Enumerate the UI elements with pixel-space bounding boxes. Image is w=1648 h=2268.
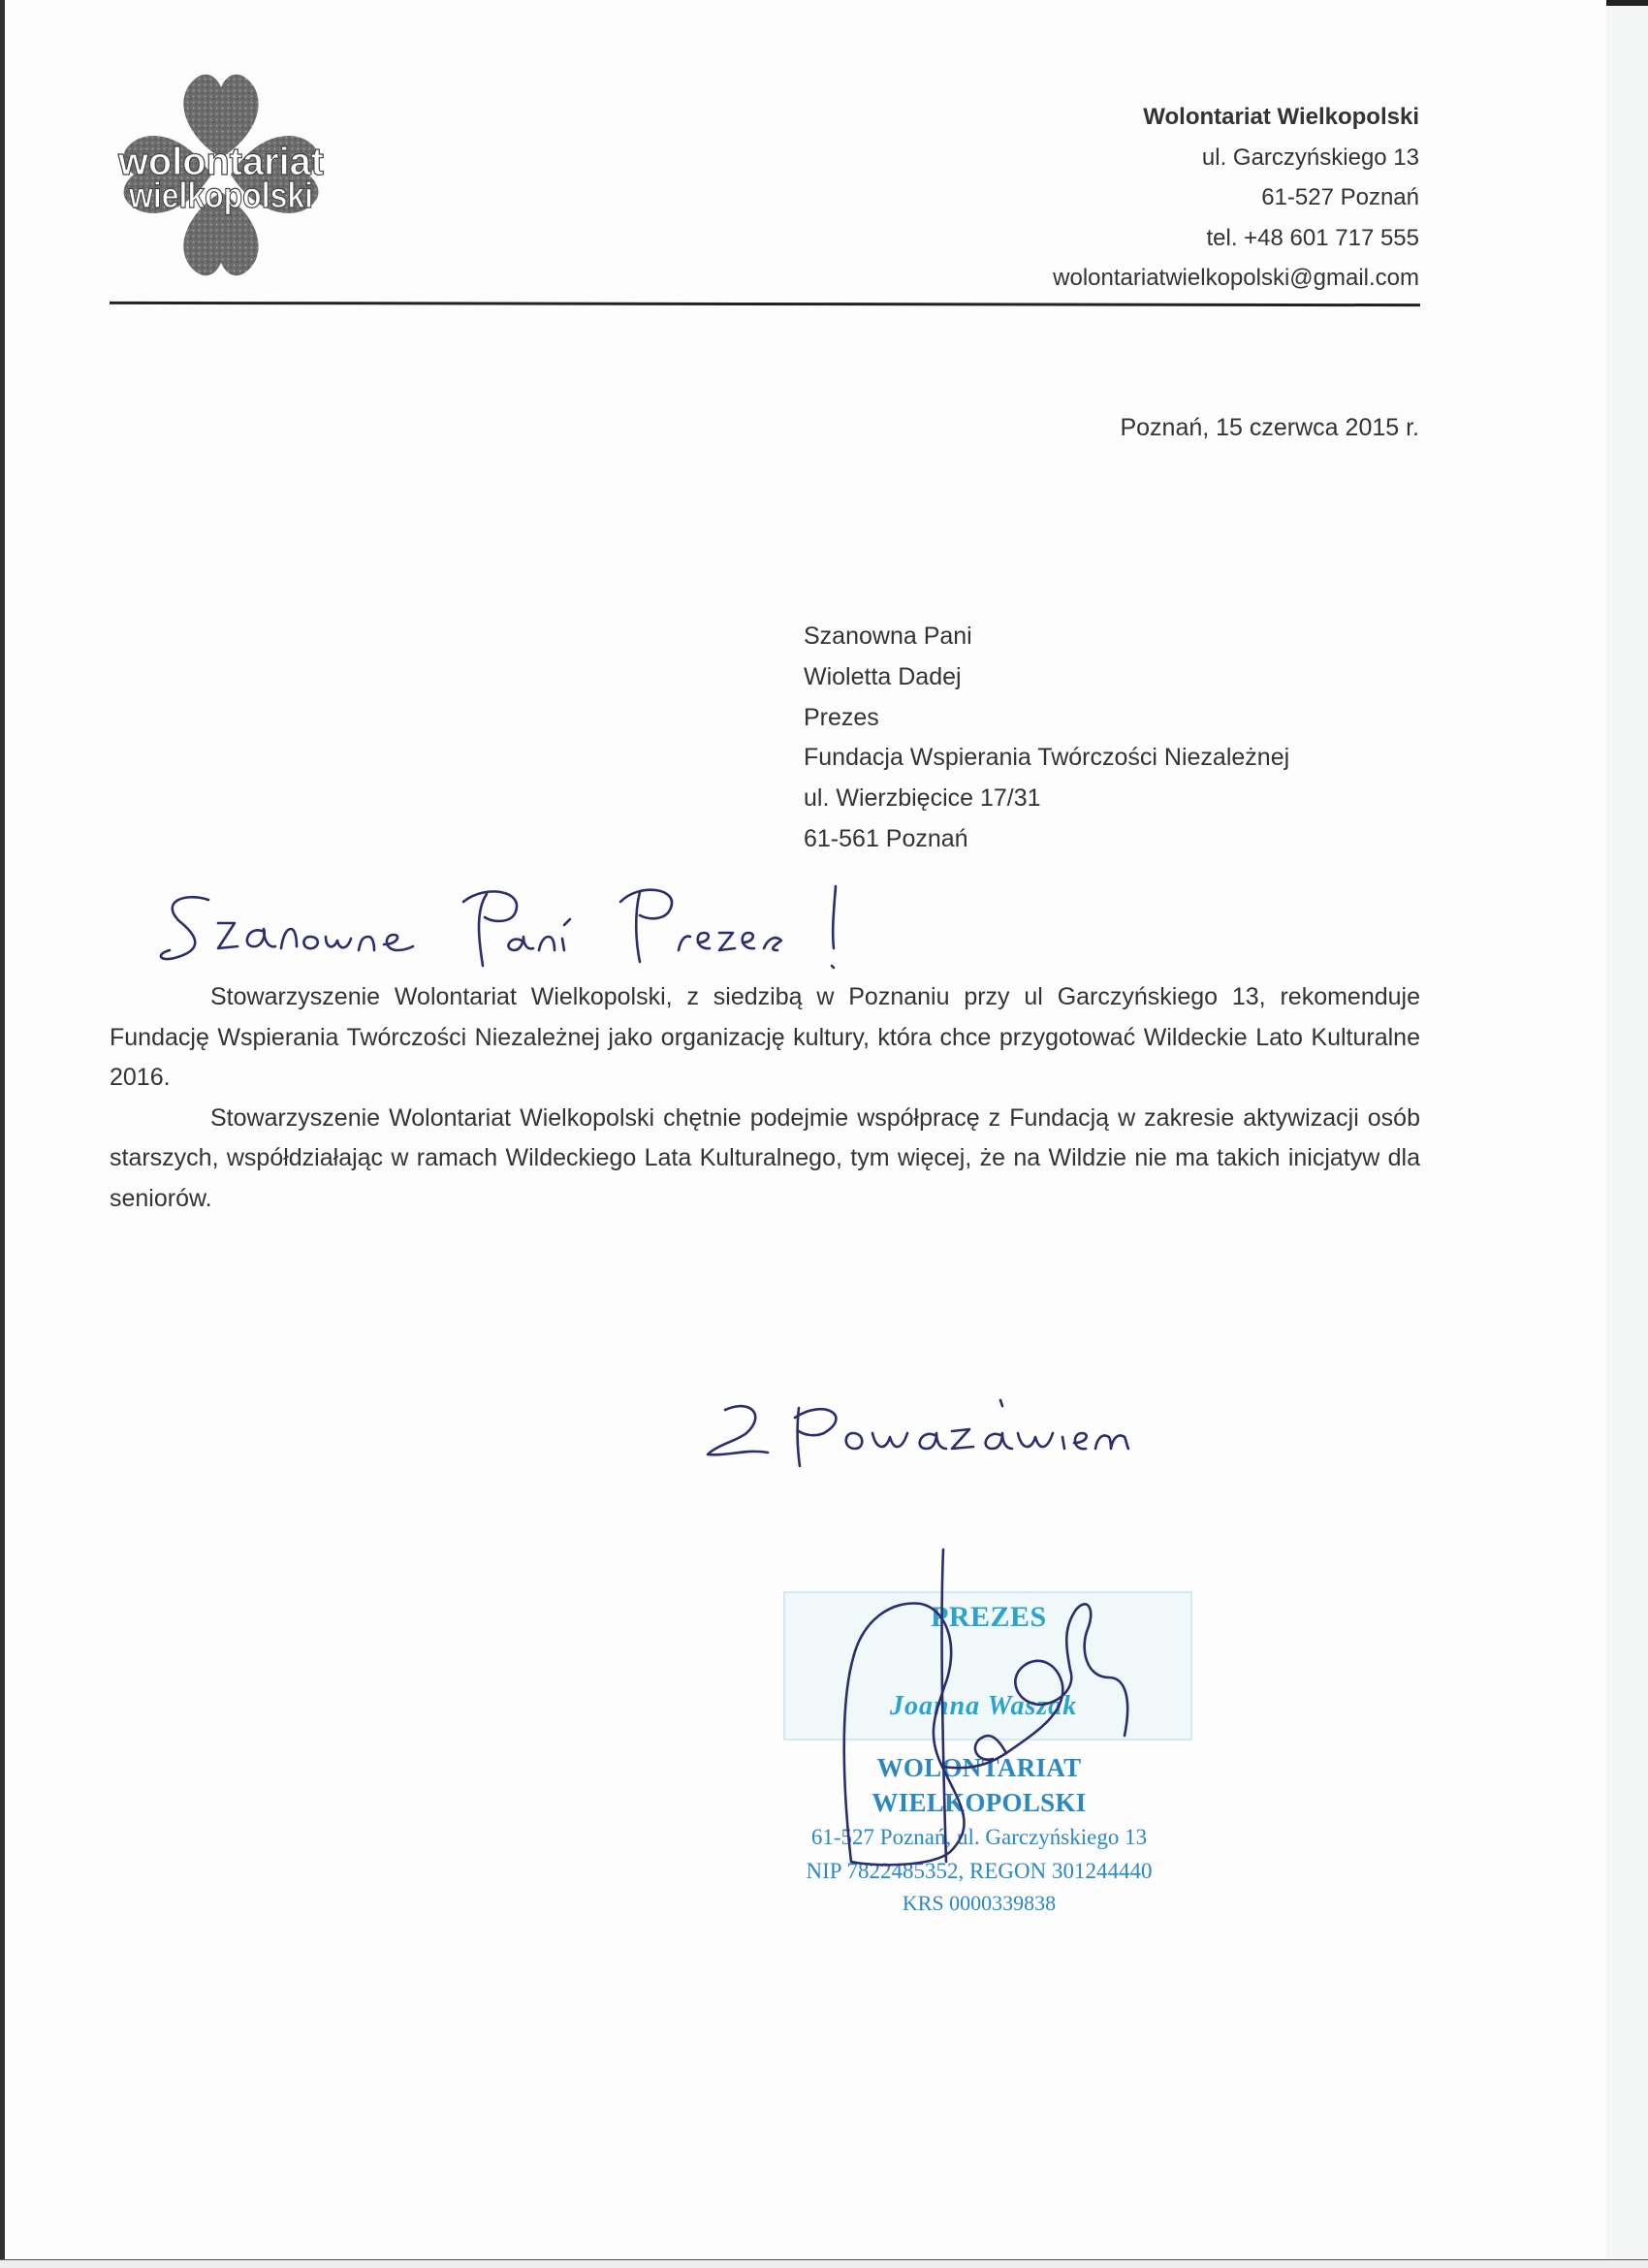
letterhead-email: wolontariatwielkopolski@gmail.com <box>1053 265 1419 291</box>
recipient-title: Prezes <box>804 703 879 731</box>
letterhead-divider <box>110 302 1420 306</box>
stamp-role-title: PREZES <box>931 1601 1047 1633</box>
organization-logo <box>105 66 337 284</box>
recipient-address <box>804 617 1289 860</box>
stamp-organization-address: 61-527 Poznań, ul. Garczyńskiego 13 <box>810 1825 1148 1849</box>
letterhead-street: ul. Garczyńskiego 13 <box>1201 144 1419 171</box>
recipient-city: 61-561 Poznań <box>804 824 968 852</box>
recipient-salutation: Szanowna Pani <box>804 623 972 650</box>
scan-edge-right <box>1606 0 1648 2267</box>
organization-stamp <box>776 1750 1183 1919</box>
handwritten-closing <box>698 1377 1221 1484</box>
letterhead <box>1053 97 1419 299</box>
stamp-organization-name: WOLONTARIAT WIELKOPOLSKI <box>872 1753 1087 1817</box>
body-paragraph: Stowarzyszenie Wolontariat Wielkopolski chętnie podejmie współpracę z Fundacją w zakresie aktywizacji osób starszych, współdziałając w ramach Wildeckiego Lata Kulturalnego, tym więcej, że na Wildzie nie ma takich inicjatyw dla seniorów. <box>110 1103 1420 1212</box>
logo-text-line1: wolontariat <box>117 141 324 183</box>
clover-logo-icon <box>105 66 337 284</box>
letter-date: Poznań, 15 czerwca 2015 r. <box>1120 414 1419 441</box>
letterhead-organization: Wolontariat Wielkopolski <box>1143 104 1419 130</box>
handwritten-closing-icon <box>698 1377 1221 1484</box>
letterhead-phone: tel. +48 601 717 555 <box>1206 224 1419 251</box>
letter-body <box>110 977 1420 1219</box>
scan-edge-left <box>0 0 5 2267</box>
recipient-organization: Fundacja Wspierania Twórczości Niezależnej <box>804 744 1290 772</box>
stamp-signatory-name: Joanna Waszak <box>890 1691 1078 1721</box>
recipient-street: ul. Wierzbięcice 17/31 <box>804 784 1041 813</box>
scan-edge-top-corner <box>1606 0 1648 6</box>
logo-text-line2: wielkopolski <box>128 176 313 215</box>
handwritten-greeting <box>155 873 1028 979</box>
letterhead-city: 61-527 Poznań <box>1261 184 1419 210</box>
recipient-name: Wioletta Dadej <box>804 662 962 690</box>
handwritten-greeting-icon <box>155 873 1028 979</box>
body-paragraph: Stowarzyszenie Wolontariat Wielkopolski, z siedzibą w Poznaniu przy ul Garczyńskiego 13, rekomenduje Fundację Wspierania Twórczości Niezależnej jako organizację kultury, która chce przygotować Wildeckie Lato Kulturalne 2016. <box>110 983 1420 1091</box>
stamp-organization-krs: KRS 0000339838 <box>902 1891 1057 1915</box>
stamp-organization-ids: NIP 7822485352, REGON 301244440 <box>806 1859 1153 1883</box>
